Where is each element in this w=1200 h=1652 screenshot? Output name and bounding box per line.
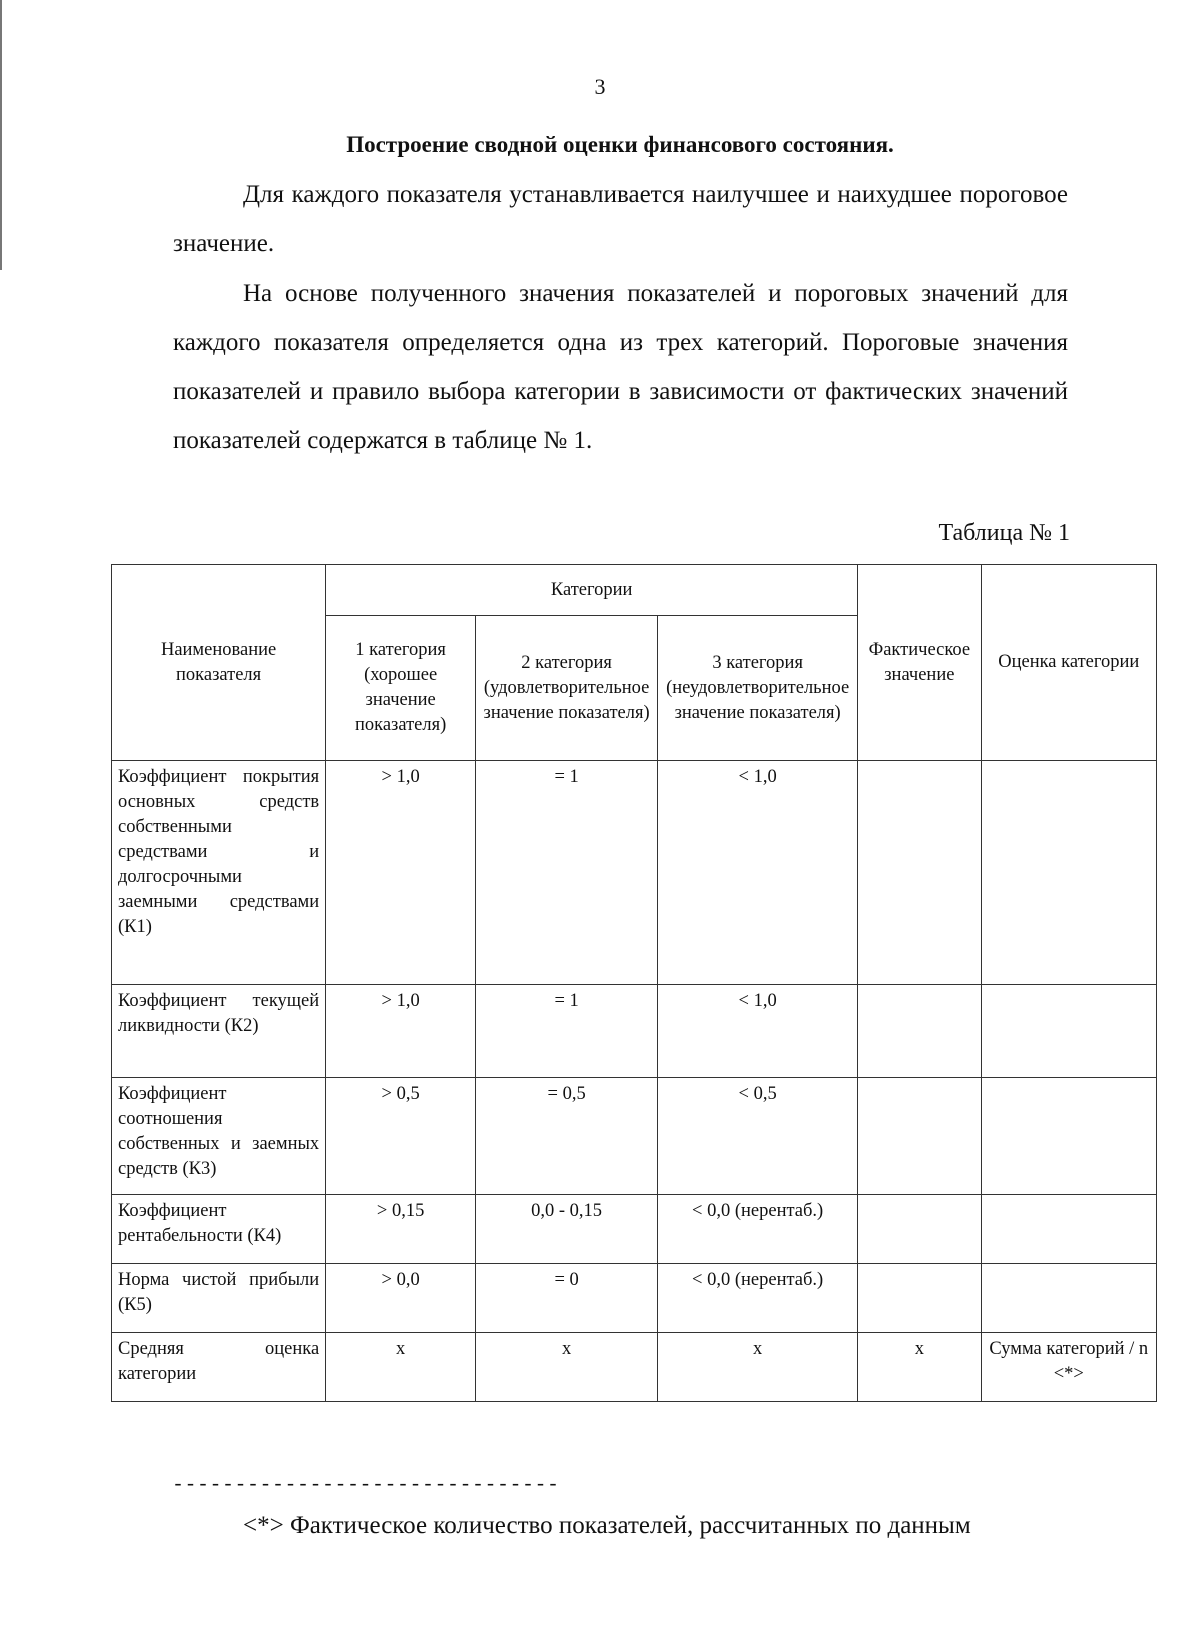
paragraph-1 <box>173 170 1068 268</box>
row-cat2: = 0,5 <box>476 1078 658 1195</box>
paragraph-1-text: Для каждого показателя устанавливается наилучшее и наихудшее пороговое значение. <box>173 181 1068 257</box>
row-fact: x <box>858 1333 981 1402</box>
scan-edge-mark <box>0 0 2 270</box>
row-eval <box>981 1195 1156 1264</box>
table-row <box>112 1264 1157 1333</box>
page-number: 3 <box>594 74 606 99</box>
row-fact <box>858 985 981 1078</box>
row-name: Коэффициент соотношения собственных и заемных средств (К3) <box>112 1078 326 1195</box>
row-cat3: < 0,0 (нерентаб.) <box>658 1195 858 1264</box>
row-eval <box>981 1264 1156 1333</box>
footnote-separator: ------------------------------- <box>172 1474 560 1497</box>
header-fact: Фактическое значение <box>858 565 981 761</box>
row-fact <box>858 1264 981 1333</box>
paragraph-2 <box>173 269 1068 465</box>
row-cat2: = 1 <box>476 761 658 985</box>
row-eval <box>981 761 1156 985</box>
row-fact <box>858 761 981 985</box>
header-name: Наименование показателя <box>112 565 326 761</box>
row-cat1: > 0,15 <box>326 1195 476 1264</box>
footnote: <*> Фактическое количество показателей, рассчитанных по данным <box>243 1512 971 1539</box>
table-row <box>112 1333 1157 1402</box>
row-name: Коэффициент покрытия основных средств собственными средствами и долгосрочными заемными средствами (К1) <box>112 761 326 985</box>
row-fact <box>858 1195 981 1264</box>
row-cat3: < 1,0 <box>658 985 858 1078</box>
table-row <box>112 1078 1157 1195</box>
row-cat2: = 1 <box>476 985 658 1078</box>
row-cat2: 0,0 - 0,15 <box>476 1195 658 1264</box>
row-name: Норма чистой прибыли (К5) <box>112 1264 326 1333</box>
paragraph-2-text: На основе полученного значения показателей и пороговых значений для каждого показателя определяется одна из трех категорий. Пороговые значения показателей и правило выбора категории в зависимости от фактических значений показателей содержатся в таблице № 1. <box>173 280 1068 454</box>
row-eval <box>981 1078 1156 1195</box>
row-cat3: < 1,0 <box>658 761 858 985</box>
header-cat1: 1 категория (хорошее значение показателя) <box>326 616 476 761</box>
row-cat2: = 0 <box>476 1264 658 1333</box>
row-eval <box>981 985 1156 1078</box>
row-cat1: > 0,5 <box>326 1078 476 1195</box>
table-row <box>112 761 1157 985</box>
header-cat2: 2 категория (удовлетворительное значение показателя) <box>476 616 658 761</box>
row-name: Средняя оценка категории <box>112 1333 326 1402</box>
thresholds-table <box>111 564 1157 1402</box>
table-row <box>112 985 1157 1078</box>
row-cat3: < 0,5 <box>658 1078 858 1195</box>
row-name: Коэффициент текущей ликвидности (К2) <box>112 985 326 1078</box>
header-cat3: 3 категория (неудовлетворительное значение показателя) <box>658 616 858 761</box>
row-cat1: > 0,0 <box>326 1264 476 1333</box>
header-categories: Категории <box>326 565 858 616</box>
row-cat3: x <box>658 1333 858 1402</box>
row-cat1: x <box>326 1333 476 1402</box>
row-eval: Сумма категорий / n <*> <box>981 1333 1156 1402</box>
row-cat3: < 0,0 (нерентаб.) <box>658 1264 858 1333</box>
row-cat2: x <box>476 1333 658 1402</box>
section-heading: Построение сводной оценки финансового состояния. <box>346 132 894 157</box>
table-caption: Таблица № 1 <box>938 520 1070 546</box>
row-fact <box>858 1078 981 1195</box>
row-cat1: > 1,0 <box>326 761 476 985</box>
table-row <box>112 1195 1157 1264</box>
header-eval: Оценка категории <box>981 565 1156 761</box>
row-cat1: > 1,0 <box>326 985 476 1078</box>
row-name: Коэффициент рентабельности (К4) <box>112 1195 326 1264</box>
